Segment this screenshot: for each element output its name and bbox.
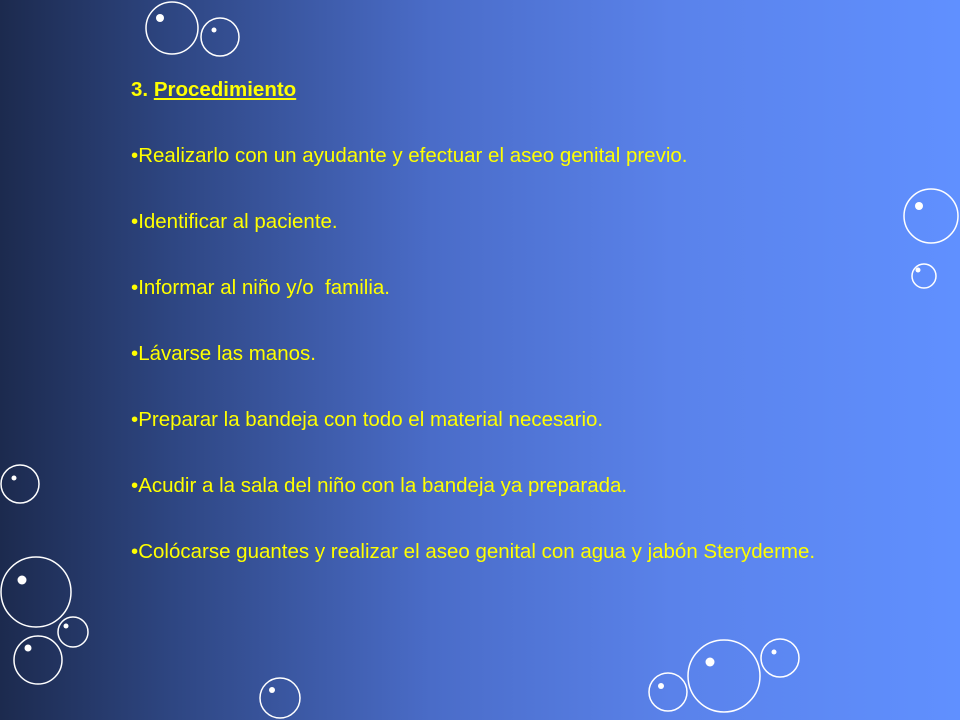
bullet-item — [131, 276, 876, 300]
bullet-text: Realizarlo con un ayudante y efectuar el aseo genital previo. — [138, 144, 688, 167]
bubble — [688, 640, 760, 712]
bubble — [146, 2, 198, 54]
bubble-highlight — [18, 576, 27, 585]
bullet-item — [131, 144, 876, 168]
bubble-highlight — [64, 624, 69, 629]
bubble — [649, 673, 687, 711]
bullet-marker: • — [131, 408, 139, 431]
bullet-marker: • — [131, 540, 139, 563]
bubble — [904, 189, 958, 243]
bullet-item — [131, 540, 876, 564]
bullet-text: Identificar al paciente. — [138, 210, 338, 233]
bullet-item — [131, 210, 876, 234]
bubble — [1, 465, 39, 503]
bubble-highlight — [12, 476, 17, 481]
bubble — [1, 557, 71, 627]
bubble-highlight — [269, 687, 275, 693]
bubble — [912, 264, 936, 288]
bubble — [761, 639, 799, 677]
bubble-highlight — [25, 645, 32, 652]
bubble-highlight — [915, 202, 923, 210]
bubble — [201, 18, 239, 56]
bubble-highlight — [706, 658, 715, 667]
bullet-marker: • — [131, 276, 139, 299]
section-heading — [131, 78, 876, 102]
bullet-text: Lávarse las manos. — [138, 342, 316, 365]
bubble — [14, 636, 62, 684]
bubble — [58, 617, 88, 647]
bullet-item — [131, 408, 876, 432]
heading-number: 3. — [131, 78, 149, 101]
bullet-text: Colócarse guantes y realizar el aseo genital con agua y jabón Steryderme. — [138, 540, 816, 563]
bullet-text: Acudir a la sala del niño con la bandeja ya preparada. — [138, 474, 628, 497]
bullet-marker: • — [131, 342, 139, 365]
bullet-marker: • — [131, 144, 139, 167]
bubble-highlight — [212, 28, 217, 33]
bullet-marker: • — [131, 474, 139, 497]
bubble-highlight — [156, 14, 164, 22]
slide-content — [131, 78, 876, 564]
bubble-highlight — [658, 683, 664, 689]
bubble-highlight — [772, 650, 777, 655]
bullet-text: Preparar la bandeja con todo el material necesario. — [138, 408, 604, 431]
heading-title: Procedimiento — [153, 78, 297, 101]
bullet-marker: • — [131, 210, 139, 233]
bubble — [260, 678, 300, 718]
bullet-item — [131, 474, 876, 498]
bullet-item — [131, 342, 876, 366]
bullet-text: Informar al niño y/o familia. — [138, 276, 390, 299]
bubble-highlight — [916, 268, 921, 273]
